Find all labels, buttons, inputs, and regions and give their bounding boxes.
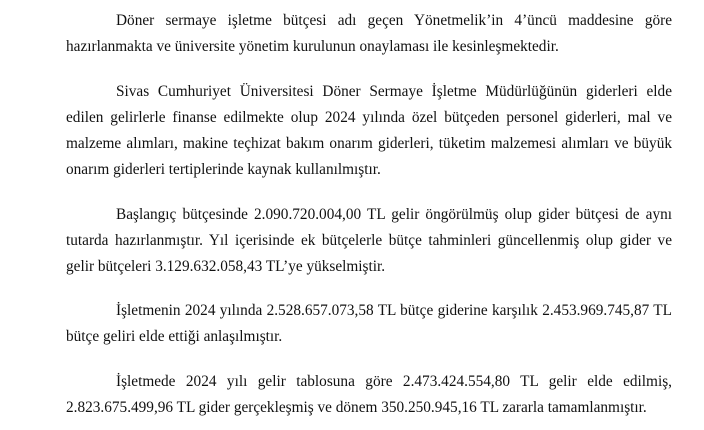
- paragraph-initial-budget: Başlangıç bütçesinde 2.090.720.004,00 TL gelir öngörülmüş olup gider bütçesi de aynı tutarda hazırlanmıştır. Yıl içerisinde ek bütçelerle bütçe tahminleri güncellenmiş olup gider ve gelir bütçeleri 3.129.632.058,43 TL’ye yükselmiştir.: [66, 206, 672, 275]
- paragraph-budget-realization: İşletmenin 2024 yılında 2.528.657.073,58 TL bütçe giderine karşılık 2.453.969.745,87 TL bütçe geliri elde ettiği anlaşılmıştır.: [66, 302, 672, 345]
- paragraph-budget-preparation: Döner sermaye işletme bütçesi adı geçen Yönetmelik’in 4’üncü maddesine göre hazırlanmakta ve üniversite yönetim kurulunun onaylaması ile kesinleşmektedir.: [66, 12, 672, 55]
- paragraph-income-statement: İşletmede 2024 yılı gelir tablosuna göre 2.473.424.554,80 TL gelir elde edilmiş, 2.823.675.499,96 TL gider gerçekleşmiş ve dönem 350.250.945,16 TL zararla tamamlanmıştır.: [66, 373, 672, 416]
- paragraph-expense-financing: Sivas Cumhuriyet Üniversitesi Döner Sermaye İşletme Müdürlüğünün giderleri elde edilen gelirlerle finanse edilmekte olup 2024 yılında özel bütçeden personel giderleri, mal ve malzeme alımları, makine teçhizat bakım onarım giderleri, tüketim malzemesi alımları ve büyük onarım giderleri tertiplerinde kaynak kullanılmıştır.: [66, 83, 672, 178]
